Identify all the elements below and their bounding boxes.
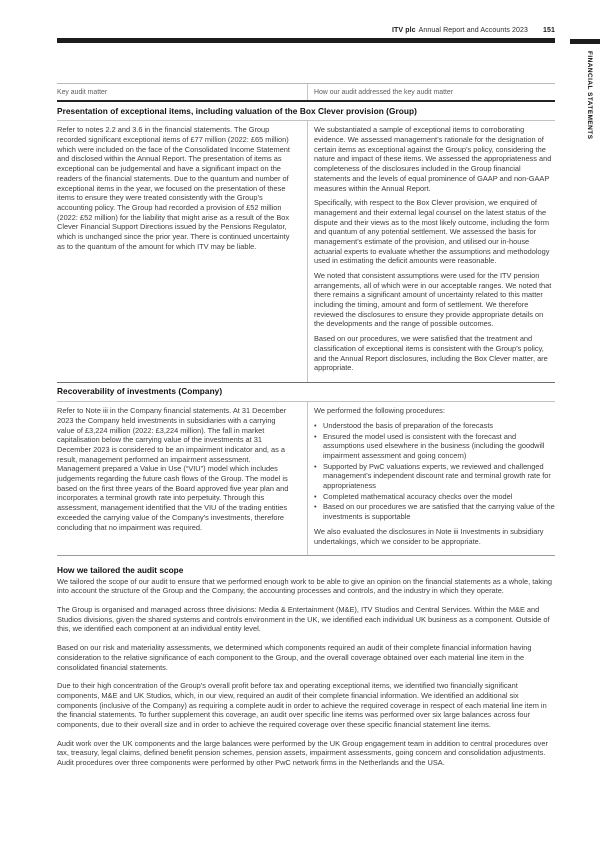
paragraph: Based on our procedures, we were satisfied that the treatment and classification of exceptional items is consistent with the Group’s policy, and the Annual Report disclosures, including the Box Clever matter, are appropriate. [314,334,548,373]
list-item [314,462,555,491]
paragraph: Due to their high concentration of the Group’s overall profit before tax and operating exceptional items, we identified two financially significant components, M&E and UK Studios, which, in our view, required an audit of their complete financial information. We identified an additional six components (inclusive of the Company) as requiring a complete audit in order to achieve the required coverage in respect of each material line item in the financial statements. To further supplement this coverage, an audit over specific line items was performed over six large balances across four components, due to their overall size and in order to achieve the required coverage over these specific financial statement line items. [57,681,547,729]
paragraph: We substantiated a sample of exceptional items to corroborating evidence. We assessed management’s rationale for the designation of certain items as exceptional against the Group’s policy, considering the nature and impact of these items. We assessed the appropriateness and completeness of the disclosures included in the Group financial statements and the levels of equal prominence of GAAP and non-GAAP measures within the Annual Report. [314,125,552,193]
paragraph: Refer to notes 2.2 and 3.6 in the financial statements. The Group recorded significant exceptional items of £77 million (2022: £65 million) which were included on the face of the Consolidated Income Statement and disclosed within the Annual Report. The presentation of items as exceptional can be judgemental and have a significant impact on the readers of the financial statements. Due to the quantum and number of exceptional items in the year, we focused on the presentation of these items to ensure they were treated consistently with the Group’s accounting policy. The Group had recorded a provision of £52 million (2022: £52 million) for the liability that might arise as a result of the Box Clever Financial Support Directions issued by the Pensions Regulator, which is unchanged since the prior year. There is continued uncertainty as to the quantum of the amount for which ITV may be liable. [57,125,290,251]
table-row-exceptional-items [57,121,555,382]
brand-name: ITV plc [392,27,416,34]
page-content [57,0,555,777]
section-title-exceptional-items: Presentation of exceptional items, including valuation of the Box Clever provision (Group) [57,100,555,121]
paragraph: Audit work over the UK components and the large balances were performed by the UK Group engagement team in addition to central procedures over tax, treasury, legal claims, defined benefit pension schemes, pension assets, impairment assessments, going concern and consolidation adjustments. Audit procedures over three components were performed by other PwC network firms in the Netherlands and the USA. [57,738,548,768]
section-tab-label: FINANCIAL STATEMENTS [586,51,593,140]
list-item-text: • Completed mathematical accuracy checks over the model [323,491,513,501]
audit-scope-section [57,565,555,768]
key-audit-matters-table [57,83,555,556]
running-header [57,0,555,34]
column-header-key-audit-matter: Key audit matter [57,88,108,96]
page-number: 151 [543,27,555,34]
paragraph: We performed the following procedures: [314,406,445,416]
list-item-text: • Based on our procedures we are satisfied that the carrying value of the investments is supportable [323,502,555,522]
paragraph: We tailored the scope of our audit to ensure that we performed enough work to be able to give an opinion on the financial statements as a whole, taking into account the structure of the Group and the Company, the accounting processes and controls, and the industry in which they operate. [57,576,552,596]
paragraph: Based on our risk and materiality assessments, we determined which components required an audit of their complete financial information having consideration to the relative significance of each component to the Group, and the overall coverage obtained over each material line item in the consolidated financial statements. [57,643,532,672]
paragraph: Specifically, with respect to the Box Clever provision, we enquired of management and their external legal counsel on the latest status of the dispute and their views as to the most likely outcome, including the form and quantum of any potential settlement. We assessed the basis for management’s estimate of the provision, and utilised our in-house actuarial experts to evaluate whether the assumptions and methodology used in estimating the deficit amounts were reasonable. [314,198,550,266]
paragraph: The Group is organised and managed across three divisions: Media & Entertainment (M&E), ITV Studios and Central Services. Within the M&E and Studios divisions, given the shared systems and controls environment in the UK, we identified each individual UK business as a component. Outside of this, we identified each component at an individual entity level. [57,605,550,634]
header-rule-bar [57,38,555,43]
list-item-text: • Understood the basis of preparation of the forecasts [323,420,494,430]
table-column-headers [57,84,555,100]
key-audit-matter-cell [57,402,307,555]
list-item-text: • Ensured the model used is consistent with the forecast and assumptions used elsewhere in the business (including the goodwill impairment assessment and going concern) [323,431,545,461]
list-item [314,502,555,521]
report-title: Annual Report and Accounts 2023 [418,27,529,34]
list-item [314,492,555,502]
section-title-recoverability-investments: Recoverability of investments (Company) [57,382,555,402]
column-header-audit-response: How our audit addressed the key audit matter [307,84,555,100]
sidebar-accent-bar [570,39,600,44]
audit-response-cell [307,121,555,382]
audit-scope-heading: How we tailored the audit scope [57,565,184,576]
key-audit-matter-cell [57,121,307,382]
paragraph: Refer to Note iii in the Company financial statements. At 31 December 2023 the Company held investments in subsidiaries with a carrying value of £3,224 million (2022: £3,224 million). The fall in market capitalisation below the carrying value of the investments at 31 December 2023 is considered to be an impairment indicator and, as a result, management performed an impairment assessment. Management prepared a Value in Use (“VIU”) model which includes judgements regarding the future cash flows of the Group. The model is based on the first three years of the Board approved five year plan and incorporates a terminal growth rate into perpetuity. Through this assessment, management identified that the VIU of the trading entities exceeded the carrying value of the Company’s investments, therefore concluding that no impairment was required. [57,406,289,532]
list-item [314,421,555,431]
paragraph: We noted that consistent assumptions were used for the ITV pension arrangements, all of which were in our acceptable ranges. We noted that there remains a significant amount of uncertainty related to this matter including the timing, amount and form of settlement. We therefore reviewed the disclosures to ensure they provide appropriate details on the developments and the range of possible outcomes. [314,271,552,329]
list-item-text: • Supported by PwC valuations experts, we reviewed and challenged management’s independent discount rate and terminal growth rate for appropriateness [323,461,551,491]
table-row-recoverability-investments [57,402,555,556]
audit-response-cell [307,402,555,555]
paragraph: We also evaluated the disclosures in Note iii Investments in subsidiary undertakings, which we consider to be appropriate. [314,526,544,546]
list-item [314,432,555,461]
